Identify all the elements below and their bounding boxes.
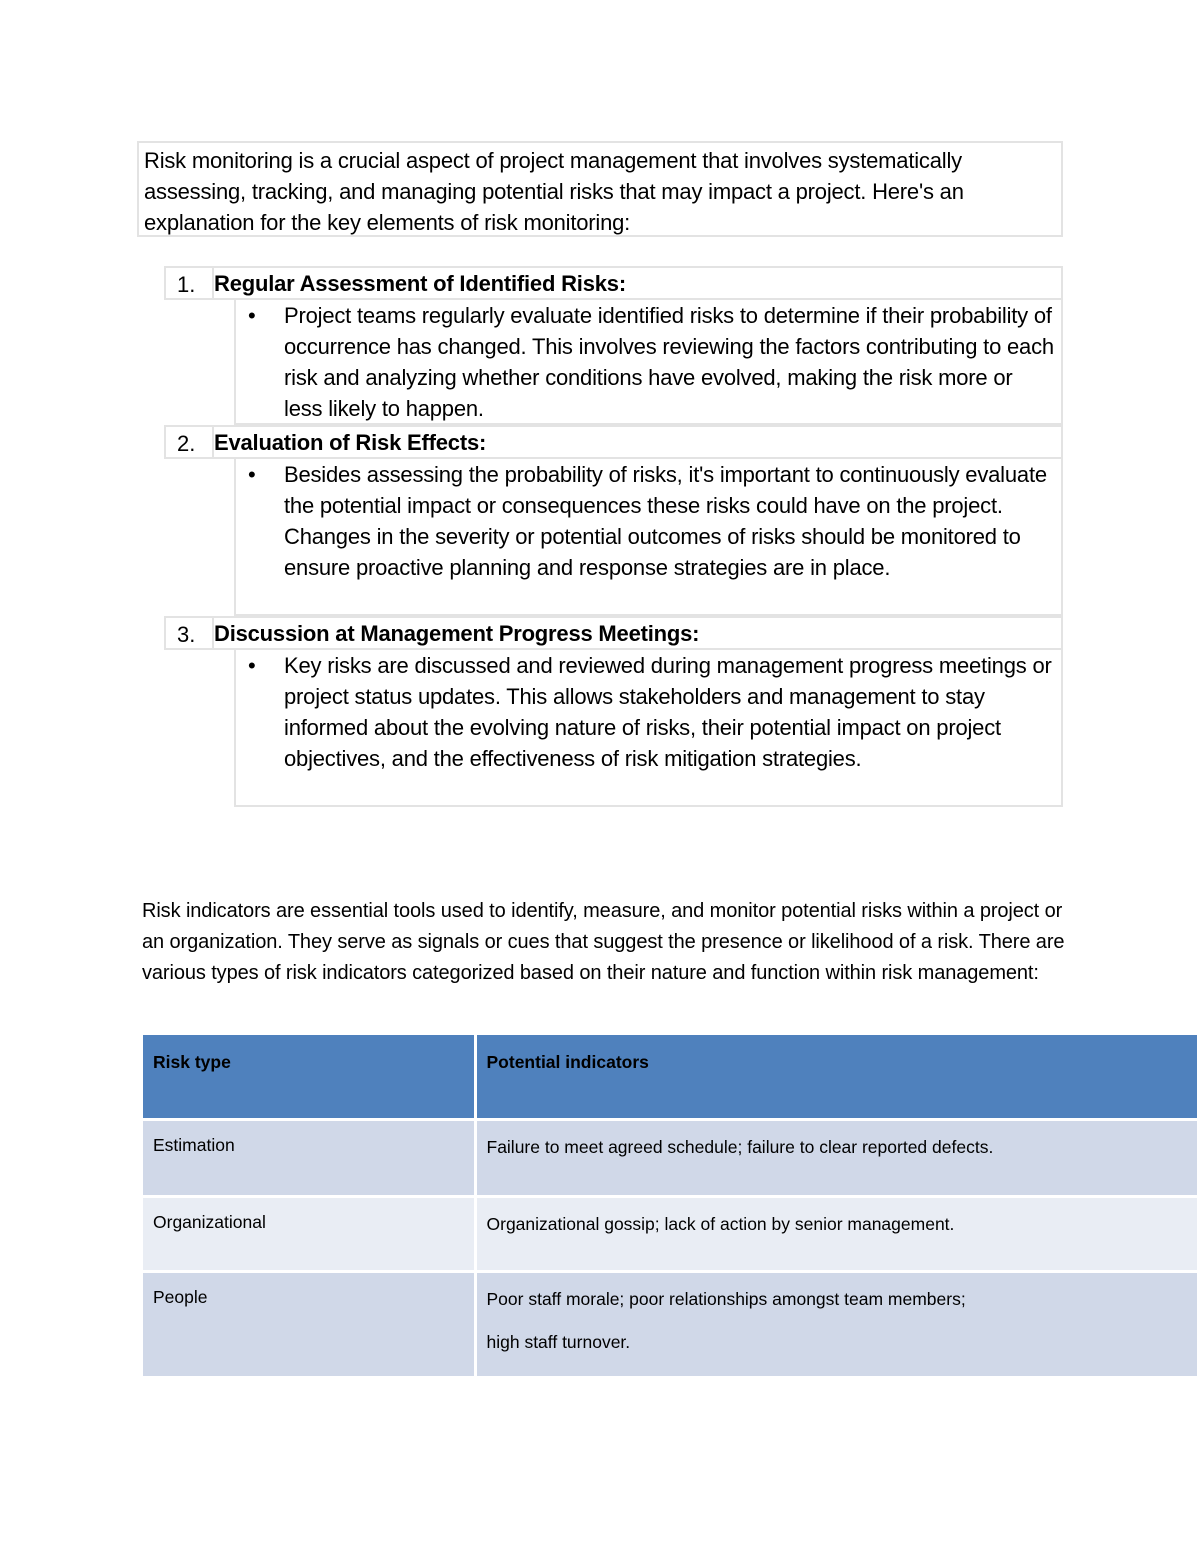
cell-risk-type: Estimation [143, 1119, 475, 1196]
element-3-bullet-box [234, 650, 1063, 807]
header-risk-type: Risk type [143, 1035, 475, 1119]
bullet-icon: • [248, 653, 256, 678]
element-2-description: Besides assessing the probability of risks, it's important to continuously evaluate the potential impact or consequences these risks could have on the project. Changes in the severity or potential outcomes of risks should be monitored to ensure proactive planning and response strategies are in place. [284, 462, 1047, 580]
cell-indicators [475, 1196, 1199, 1271]
header-potential-indicators: Potential indicators [475, 1035, 1199, 1119]
bullet-icon: • [248, 303, 256, 328]
element-1-number: 1. [177, 272, 196, 297]
indicators-intro-paragraph: Risk indicators are essential tools used to identify, measure, and monitor potential risks within a project or an organization. They serve as signals or cues that suggest the presence or likelihood of a risk. There are various types of risk indicators categorized based on their nature and function within risk management: [142, 900, 1065, 984]
cell-risk-type: Organizational [143, 1196, 475, 1271]
element-3-description: Key risks are discussed and reviewed during management progress meetings or project status updates. This allows stakeholders and management to stay informed about the evolving nature of risks, their potential impact on project objectives, and the effectiveness of risk mitigation strategies. [284, 653, 1052, 771]
element-3-heading: Discussion at Management Progress Meetings: [214, 621, 700, 646]
cell-risk-type: People [143, 1271, 475, 1377]
indicator-line: Poor staff morale; poor relationships amongst team members; [486, 1288, 966, 1309]
risk-indicators-table [143, 1035, 1200, 1379]
element-2-heading-box [212, 425, 1063, 459]
element-1-heading-box [212, 266, 1063, 300]
cell-indicators [475, 1119, 1199, 1196]
element-2-number: 2. [177, 431, 196, 456]
element-1-heading: Regular Assessment of Identified Risks: [214, 271, 626, 296]
indicator-line: high staff turnover. [486, 1331, 631, 1352]
element-3-row [164, 616, 1063, 650]
indicator-line: Failure to meet agreed schedule; failure to clear reported defects. [486, 1136, 994, 1157]
table-row [143, 1196, 1199, 1271]
element-2-row [164, 425, 1063, 459]
indicator-line: Organizational gossip; lack of action by senior management. [486, 1213, 955, 1234]
element-3-heading-box [212, 616, 1063, 650]
element-1-bullet-box [234, 300, 1063, 425]
element-3-number: 3. [177, 622, 196, 647]
cell-indicators [475, 1271, 1199, 1377]
table-header-row [143, 1035, 1199, 1119]
intro-box [137, 141, 1063, 237]
element-2-heading: Evaluation of Risk Effects: [214, 430, 487, 455]
intro-paragraph: Risk monitoring is a crucial aspect of project management that involves systematically assessing, tracking, and managing potential risks that may impact a project. Here's an explanation for the key elements of risk monitoring: [144, 148, 964, 235]
element-2-bullet-box [234, 459, 1063, 616]
table-row [143, 1271, 1199, 1377]
bullet-icon: • [248, 462, 256, 487]
element-1-description: Project teams regularly evaluate identified risks to determine if their probability of occurrence has changed. This involves reviewing the factors contributing to each risk and analyzing whether conditions have evolved, making the risk more or less likely to happen. [284, 303, 1054, 421]
element-1-row [164, 266, 1063, 300]
table-row [143, 1119, 1199, 1196]
